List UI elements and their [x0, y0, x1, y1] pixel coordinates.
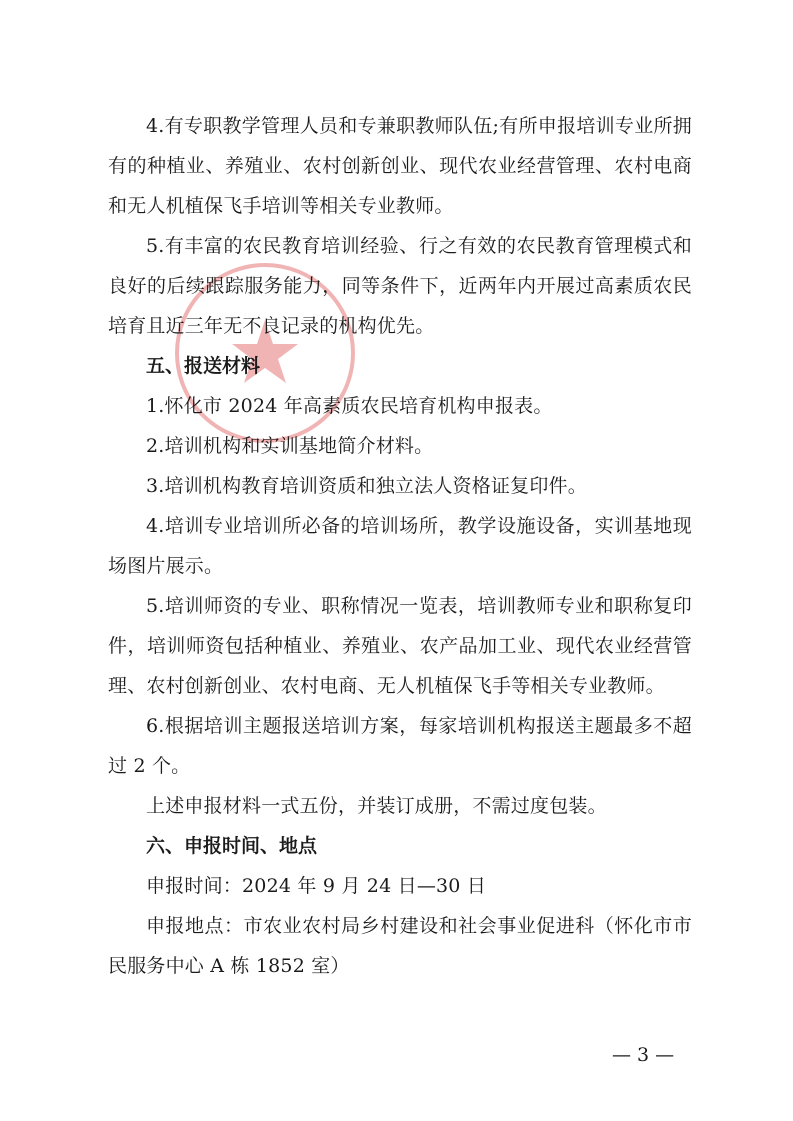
section-5-heading: 五、报送材料	[146, 355, 261, 377]
material-item-4: 4.培训专业培训所必备的培训场所，教学设施设备，实训基地现场图片展示。	[108, 515, 692, 577]
section-6-heading: 六、申报时间、地点	[146, 835, 318, 857]
document-body	[108, 106, 692, 986]
material-item-2: 2.培训机构和实训基地简介材料。	[146, 435, 434, 457]
page-number: — 3 —	[612, 1044, 675, 1066]
material-item-1: 1.怀化市 2024 年高素质农民培育机构申报表。	[146, 395, 553, 417]
material-item-5: 5.培训师资的专业、职称情况一览表，培训教师专业和职称复印件，培训师资包括种植业、养殖业、农产品加工业、现代农业经营管理、农村创新创业、农村电商、无人机植保飞手等相关专业教师。	[108, 595, 692, 697]
material-note: 上述申报材料一式五份，并装订成册，不需过度包装。	[146, 795, 607, 817]
paragraph-5: 5.有丰富的农民教育培训经验、行之有效的农民教育管理模式和良好的后续跟踪服务能力，同等条件下，近两年内开展过高素质农民培育且近三年无不良记录的机构优先。	[108, 235, 692, 337]
material-item-3: 3.培训机构教育培训资质和独立法人资格证复印件。	[146, 475, 587, 497]
material-item-6: 6.根据培训主题报送培训方案，每家培训机构报送主题最多不超过 2 个。	[108, 715, 692, 777]
application-time: 申报时间：2024 年 9 月 24 日—30 日	[146, 875, 487, 897]
paragraph-4: 4.有专职教学管理人员和专兼职教师队伍;有所申报培训专业所拥有的种植业、养殖业、农村创新创业、现代农业经营管理、农村电商和无人机植保飞手培训等相关专业教师。	[108, 115, 692, 217]
application-place: 申报地点：市农业农村局乡村建设和社会事业促进科（怀化市市民服务中心 A 栋 1852 室）	[108, 915, 692, 977]
